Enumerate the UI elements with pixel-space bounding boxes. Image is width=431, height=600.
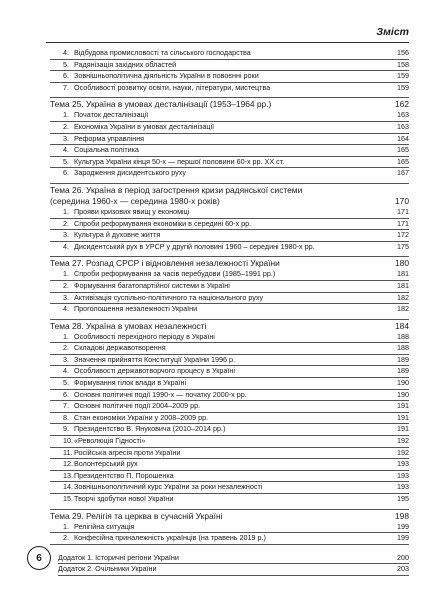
toc-item[interactable]: 9. Президентство В. Януковича (2010–2014 рр.) 191 (50, 424, 409, 436)
toc-item[interactable]: 1. Прояви кризових явищ у економіці 171 (50, 207, 409, 219)
topic-27 (50, 256, 409, 314)
topic-26 (50, 183, 409, 252)
topic-title-line: (середина 1960-х — середина 1980-х років) (50, 195, 220, 206)
toc-item[interactable]: 2. Економіка України в умовах десталінізації 163 (50, 122, 409, 134)
toc-item[interactable]: 5. Формування гілок влади в Україні 190 (50, 378, 409, 390)
toc-item[interactable]: 2. Конфесійна приналежність українців (на травень 2019 р.) 199 (50, 533, 409, 545)
header-title: Зміст (376, 26, 409, 38)
topic-title[interactable]: Тема 28. Україна в умовах незалежності 184 (50, 320, 409, 331)
toc-item[interactable]: 4. Дисидентський рух в УРСР у другій половині 1960 – середині 1980-х рр. 175 (63, 241, 409, 251)
toc-item[interactable]: 3. Значення прийняття Конституції України 1996 р. 189 (50, 355, 409, 367)
toc-item[interactable]: 4. Особливості державотворчого процесу в Україні 189 (50, 366, 409, 378)
topic-title[interactable]: Тема 27. Розпад СРСР і відновлення незалежності України 180 (50, 258, 409, 269)
page-number: 6 (27, 546, 51, 570)
toc-item[interactable]: 4. Соціальна політика 165 (50, 145, 409, 157)
toc-item[interactable]: 12. Волонтерський рух 193 (50, 459, 409, 471)
topic-title[interactable] (50, 185, 409, 207)
appendices (50, 553, 409, 576)
toc-item[interactable]: 1. Особливості перехідного періоду в Україні 188 (50, 332, 409, 344)
toc-item[interactable]: 11. Російська агресія проти України 192 (50, 448, 409, 460)
toc-item[interactable]: 1. Спроби реформування за часів перебудови (1985–1991 рр.) 181 (50, 269, 409, 281)
toc-item[interactable]: 5. Радянізація західних областей 158 (50, 60, 409, 72)
toc-item[interactable]: 13. Президентство П. Порошенка 193 (50, 471, 409, 483)
table-of-contents (50, 48, 409, 576)
running-header (46, 26, 409, 43)
toc-item[interactable]: 4. Проголошення незалежності України 182 (63, 304, 409, 314)
toc-item[interactable]: 3. Активізація суспільно-політичного та національного руху 182 (50, 293, 409, 305)
topic-title[interactable]: Тема 29. Релігія та церква в сучасній Україні 198 (50, 510, 409, 521)
appendix-item[interactable]: Додаток 2. Очільники України 203 (58, 564, 409, 576)
toc-item[interactable]: 2. Формування багатопартійної системи в Україні 181 (50, 281, 409, 293)
topic-title[interactable]: Тема 25. Україна в умовах десталінізації (1953–1964 рр.) 162 (50, 99, 409, 110)
topic-title-line: Тема 26. Україна в період загострення кризи радянської системи (50, 184, 303, 195)
toc-item[interactable]: 15. Творчі здобутки нової України 195 (63, 494, 409, 503)
toc-item[interactable]: 1. Початок десталінізації 163 (50, 110, 409, 122)
toc-item[interactable]: 1. Релігійна ситуація 199 (50, 522, 409, 534)
toc-item[interactable]: 3. Реформа управління 164 (50, 134, 409, 146)
toc-item[interactable]: 4. Відбудова промисловості та сільського господарства 156 (50, 48, 409, 60)
toc-item[interactable]: 8. Стан економіки України у 2008–2009 рр. 191 (50, 413, 409, 425)
toc-item[interactable]: 2. Спроби реформування економіки в середині 60-х рр. 171 (50, 219, 409, 231)
toc-item[interactable]: 5. Культура України кінця 50-х — першої половини 60-х рр. XX ст. 165 (50, 157, 409, 169)
topic-page: 170 (395, 195, 409, 206)
toc-item[interactable]: 3. Культура й духовне життя 172 (50, 230, 409, 242)
topic-29 (50, 509, 409, 545)
toc-item[interactable]: 7. Особливості розвитку освіти, науки, літератури, мистецтва 159 (63, 82, 409, 92)
toc-item[interactable]: 14. Зовнішньополітичний курс України за роки незалежності 193 (50, 482, 409, 494)
topic-25 (50, 97, 409, 179)
toc-item[interactable]: 10. «Революція Гідності» 192 (50, 436, 409, 448)
toc-item[interactable]: 6. Зародження дисидентського руху 167 (63, 168, 409, 178)
toc-item[interactable]: 7. Основні політичні події 2004–2009 рр. 191 (50, 401, 409, 413)
toc-item[interactable]: 6. Зовнішньополітична діяльність України в повоєнні роки 159 (50, 71, 409, 83)
appendix-item[interactable]: Додаток 1. Історичні регіони України 200 (58, 553, 409, 565)
toc-item[interactable]: 6. Основні політичні події 1990-х — початку 2000-х рр. 190 (50, 390, 409, 402)
toc-item[interactable]: 2. Складові державотворення 188 (50, 343, 409, 355)
topic-28 (50, 319, 409, 505)
continued-items (50, 48, 409, 93)
